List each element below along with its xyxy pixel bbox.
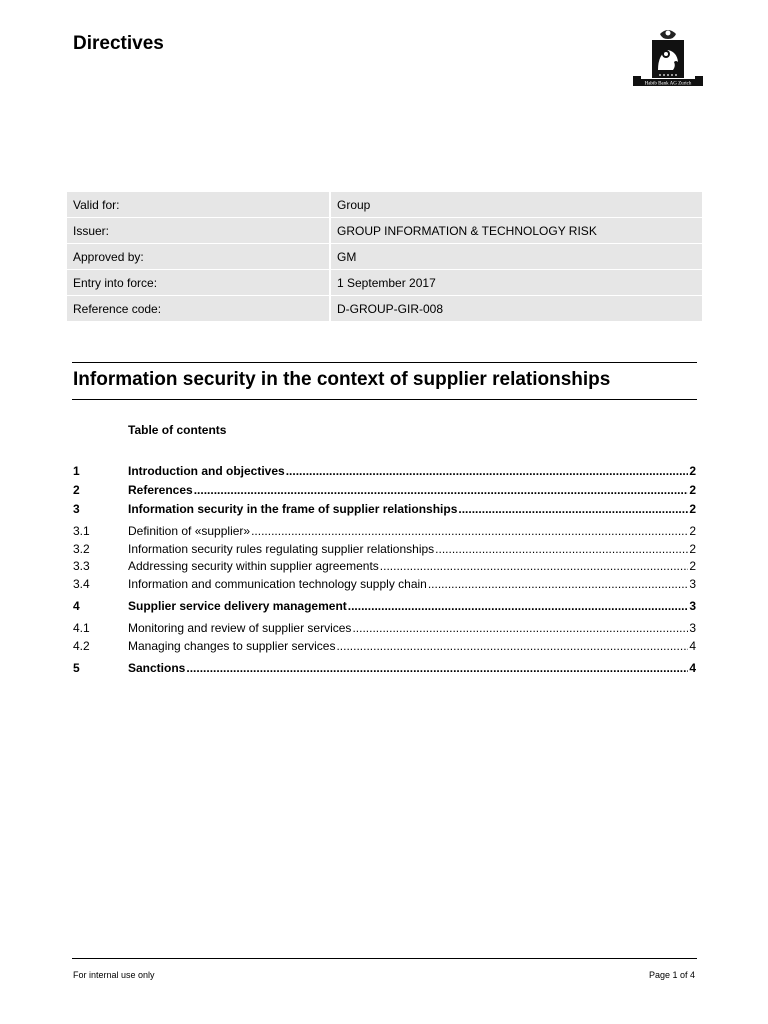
meta-row bbox=[67, 270, 702, 296]
toc-entry-number: 1 bbox=[73, 464, 80, 478]
toc-entry-page: 3 bbox=[689, 599, 696, 613]
toc-dot-leader bbox=[380, 558, 689, 576]
meta-value: 1 September 2017 bbox=[330, 270, 702, 296]
toc-entry-page: 3 bbox=[689, 621, 696, 635]
meta-label: Valid for: bbox=[67, 192, 330, 218]
toc-entry-page: 2 bbox=[689, 559, 696, 573]
meta-value: GM bbox=[330, 244, 702, 270]
toc-entry-title: Information and communication technology supply chain bbox=[128, 576, 427, 591]
document-title: Information security in the context of supplier relationships bbox=[73, 369, 611, 390]
meta-label: Reference code: bbox=[67, 296, 330, 322]
toc-entry-title: Monitoring and review of supplier services bbox=[128, 621, 352, 635]
toc-entry-number: 4.1 bbox=[73, 621, 90, 635]
toc-entry-title: Introduction and objectives bbox=[128, 464, 285, 478]
toc-entry-title: Definition of «supplier» bbox=[128, 524, 251, 538]
meta-row bbox=[67, 296, 702, 322]
toc-entry-page: 2 bbox=[689, 502, 696, 516]
toc-entry[interactable] bbox=[73, 541, 696, 559]
toc-dot-leader bbox=[186, 659, 688, 678]
toc-dot-leader bbox=[194, 481, 689, 500]
meta-row bbox=[67, 192, 702, 218]
toc-dot-leader bbox=[348, 597, 689, 616]
toc-entry-title: Supplier service delivery management bbox=[128, 599, 347, 613]
meta-label: Entry into force: bbox=[67, 270, 330, 296]
toc-entry-title: Managing changes to supplier services bbox=[128, 638, 336, 653]
document-meta-table bbox=[67, 192, 702, 322]
toc-entry-number: 3.3 bbox=[73, 559, 90, 573]
toc-entry-number: 5 bbox=[73, 661, 80, 675]
toc-entry[interactable] bbox=[73, 462, 696, 481]
meta-label: Approved by: bbox=[67, 244, 330, 270]
toc-entry-page: 2 bbox=[689, 524, 696, 538]
meta-value: GROUP INFORMATION & TECHNOLOGY RISK bbox=[330, 218, 702, 244]
header-title: Directives bbox=[73, 33, 164, 54]
title-top-rule bbox=[72, 362, 697, 363]
toc-entry-title: Information security in the frame of supplier relationships bbox=[128, 502, 458, 516]
title-bottom-rule bbox=[72, 399, 697, 400]
toc-entry-page: 3 bbox=[689, 576, 696, 591]
toc-dot-leader bbox=[251, 523, 688, 541]
meta-row bbox=[67, 244, 702, 270]
toc-entry-number: 2 bbox=[73, 483, 80, 497]
toc-heading: Table of contents bbox=[128, 423, 227, 437]
toc-dot-leader bbox=[336, 638, 688, 656]
toc-entry[interactable] bbox=[73, 500, 696, 519]
meta-value: D-GROUP-GIR-008 bbox=[330, 296, 702, 322]
toc-entry[interactable] bbox=[73, 638, 696, 656]
toc-dot-leader bbox=[286, 462, 689, 481]
toc-entry-page: 2 bbox=[689, 483, 696, 497]
toc-entry-number: 3.4 bbox=[73, 576, 90, 591]
toc-entry-number: 3.2 bbox=[73, 541, 90, 556]
toc-entry-page: 2 bbox=[689, 541, 696, 556]
toc-entry-number: 4.2 bbox=[73, 638, 90, 653]
toc-entry-page: 2 bbox=[689, 464, 696, 478]
toc-dot-leader bbox=[428, 576, 688, 594]
bank-lion-crest-icon bbox=[630, 28, 706, 90]
footer-rule bbox=[72, 958, 697, 959]
toc-entry[interactable] bbox=[73, 558, 696, 576]
footer-classification: For internal use only bbox=[73, 970, 155, 980]
table-of-contents bbox=[73, 462, 696, 678]
toc-entry-page: 4 bbox=[689, 661, 696, 675]
meta-row bbox=[67, 218, 702, 244]
logo-text: Habib Bank AG Zurich bbox=[644, 81, 692, 87]
toc-entry-title: Addressing security within supplier agreements bbox=[128, 559, 379, 573]
toc-entry[interactable] bbox=[73, 620, 696, 638]
meta-label: Issuer: bbox=[67, 218, 330, 244]
footer-page-number: Page 1 of 4 bbox=[648, 970, 695, 980]
meta-value: Group bbox=[330, 192, 702, 218]
toc-entry[interactable] bbox=[73, 523, 696, 541]
toc-entry-title: Information security rules regulating supplier relationships bbox=[128, 541, 435, 556]
toc-entry-number: 4 bbox=[73, 599, 80, 613]
toc-entry[interactable] bbox=[73, 597, 696, 616]
toc-entry-number: 3.1 bbox=[73, 524, 90, 538]
toc-entry[interactable] bbox=[73, 659, 696, 678]
toc-entry-title: Sanctions bbox=[128, 661, 186, 675]
toc-dot-leader bbox=[435, 541, 688, 559]
toc-entry-number: 3 bbox=[73, 502, 80, 516]
toc-entry-page: 4 bbox=[689, 638, 696, 653]
toc-entry[interactable] bbox=[73, 481, 696, 500]
toc-entry-title: References bbox=[128, 483, 193, 497]
toc-dot-leader bbox=[458, 500, 688, 519]
toc-dot-leader bbox=[352, 620, 688, 638]
toc-entry[interactable] bbox=[73, 576, 696, 594]
